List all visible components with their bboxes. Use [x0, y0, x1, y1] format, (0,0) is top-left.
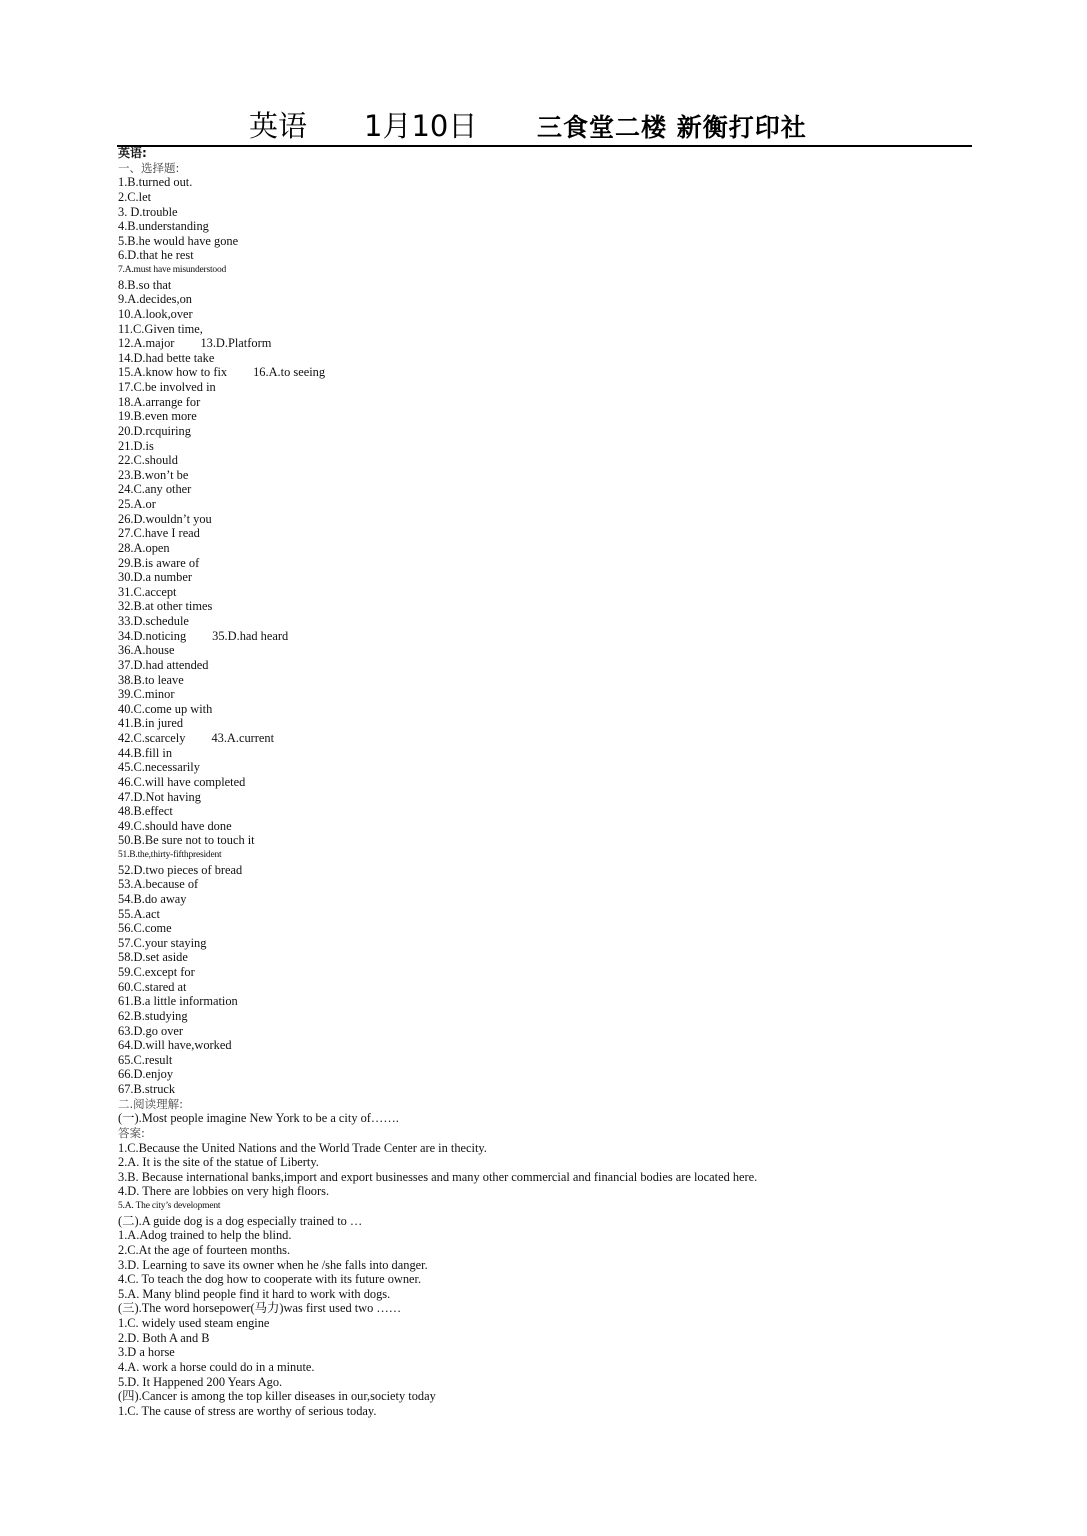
answer-line — [118, 409, 978, 424]
answer-text-second: 35.D.had heard — [212, 628, 289, 643]
answer-text: 40.C.come up with — [118, 701, 213, 716]
answer-line — [118, 234, 978, 249]
answer-line — [118, 599, 978, 614]
answer-text: 一、选择题: — [118, 160, 180, 175]
answer-text: 62.B.studying — [118, 1008, 188, 1023]
answer-text: 3. D.trouble — [118, 204, 178, 219]
answer-text: 52.D.two pieces of bread — [118, 862, 243, 877]
answer-line — [118, 336, 978, 351]
answer-line — [118, 278, 978, 293]
answer-text: 25.A.or — [118, 497, 156, 511]
answer-text: 23.B.won’t be — [118, 467, 189, 482]
answer-line — [118, 365, 978, 380]
answer-text: 51.B.the,thirty-fifthpresident — [118, 850, 222, 860]
answer-text-second: 13.D.Platform — [200, 336, 272, 351]
answer-text: 55.A.act — [118, 906, 160, 921]
answer-text: 4.C. To teach the dog how to cooperate with its future owner. — [118, 1272, 422, 1287]
answer-line — [118, 1345, 978, 1360]
answer-line — [118, 482, 978, 497]
answer-line — [118, 716, 978, 731]
answer-text: 19.B.even more — [118, 409, 197, 424]
answer-line — [118, 219, 978, 234]
answer-line — [118, 614, 978, 629]
answer-line — [118, 921, 978, 936]
answer-text: 32.B.at other times — [118, 599, 213, 614]
answer-text: 21.D.is — [118, 438, 154, 453]
answer-text: (四).Cancer is among the top killer diseases in our,society today — [118, 1389, 436, 1404]
answer-line — [118, 1111, 978, 1126]
answer-line — [118, 1287, 978, 1302]
answer-line — [118, 526, 978, 541]
answer-text: 59.C.except for — [118, 965, 195, 979]
answer-line — [118, 1404, 978, 1419]
answer-text: 34.D.noticing — [118, 628, 187, 643]
answer-text: 26.D.wouldn’t you — [118, 511, 212, 526]
answer-text: 二.阅读理解: — [118, 1096, 184, 1111]
answer-line — [118, 804, 978, 819]
answer-line — [118, 307, 978, 322]
answer-text: 5.A. The city’s development — [118, 1201, 221, 1211]
answer-line — [118, 848, 978, 863]
answer-text: 41.B.in jured — [118, 716, 184, 731]
answer-text: 47.D.Not having — [118, 789, 201, 804]
answer-text: 1.C. The cause of stress are worthy of serious today. — [118, 1403, 377, 1418]
answer-text: 38.B.to leave — [118, 672, 184, 687]
answer-line — [118, 980, 978, 995]
answer-line — [118, 1184, 978, 1199]
answer-line — [118, 1331, 978, 1346]
answer-line — [118, 643, 978, 658]
answer-text: 61.B.a little information — [118, 994, 238, 1009]
answer-line — [118, 819, 978, 834]
answer-line — [118, 687, 978, 702]
answer-text: 5.D. It Happened 200 Years Ago. — [118, 1374, 283, 1389]
answer-text: 53.A.because of — [118, 877, 199, 892]
answer-text: 5.A. Many blind people find it hard to work with dogs. — [118, 1286, 391, 1301]
answer-text: 17.C.be involved in — [118, 380, 216, 394]
answer-text: 2.C.At the age of fourteen months. — [118, 1242, 291, 1257]
answer-text-second: 43.A.current — [211, 731, 275, 745]
answer-text: 4.A. work a horse could do in a minute. — [118, 1359, 315, 1374]
answer-line — [118, 1082, 978, 1097]
answer-text: (一).Most people imagine New York to be a city of……. — [118, 1111, 399, 1126]
answer-line — [118, 863, 978, 878]
answer-text: (二).A guide dog is a dog especially trained to … — [118, 1213, 363, 1228]
answer-line — [118, 629, 978, 644]
answer-text: 2.C.let — [118, 189, 152, 204]
answer-text: 49.C.should have done — [118, 818, 232, 833]
answer-text: 8.B.so that — [118, 277, 172, 292]
answer-line — [118, 190, 978, 205]
answer-text: 45.C.necessarily — [118, 760, 200, 775]
answer-line — [118, 175, 978, 190]
answer-line — [118, 1155, 978, 1170]
answer-line — [118, 205, 978, 220]
answer-line — [118, 1009, 978, 1024]
answer-text: 33.D.schedule — [118, 614, 189, 628]
answer-text: 5.B.he would have gone — [118, 233, 239, 248]
answer-line — [118, 1053, 978, 1068]
answer-line — [118, 994, 978, 1009]
answer-line — [118, 1170, 978, 1185]
answer-text: 37.D.had attended — [118, 657, 209, 672]
answer-text: 29.B.is aware of — [118, 555, 200, 570]
answer-text: 24.C.any other — [118, 482, 192, 497]
answer-text: 44.B.fill in — [118, 745, 173, 760]
answer-text: 64.D.will have,worked — [118, 1038, 232, 1053]
answer-line — [118, 1141, 978, 1156]
answer-line — [118, 1214, 978, 1229]
answer-line — [118, 833, 978, 848]
answer-line — [118, 950, 978, 965]
answer-text: 1.A.Adog trained to help the blind. — [118, 1228, 292, 1243]
answer-line — [118, 1316, 978, 1331]
answer-text: 63.D.go over — [118, 1023, 184, 1038]
answer-text: 2.D. Both A and B — [118, 1330, 210, 1345]
answer-line — [118, 936, 978, 951]
answer-line — [118, 1228, 978, 1243]
answer-line — [118, 775, 978, 790]
answer-text: 7.A.must have misunderstood — [118, 265, 227, 275]
answer-line — [118, 1067, 978, 1082]
answer-line — [118, 351, 978, 366]
answer-text: 66.D.enjoy — [118, 1067, 174, 1082]
answer-text: 答案: — [118, 1125, 145, 1140]
answer-text: 27.C.have I read — [118, 526, 200, 541]
answer-text: 1.B.turned out. — [118, 175, 193, 190]
answer-line — [118, 790, 978, 805]
answer-text: 60.C.stared at — [118, 979, 187, 994]
answer-text: 10.A.look,over — [118, 306, 193, 321]
answer-text: 6.D.that he rest — [118, 248, 194, 263]
header-subject: 英语 — [249, 109, 308, 143]
answer-line — [118, 585, 978, 600]
answer-line — [118, 746, 978, 761]
answer-line — [118, 322, 978, 337]
answer-text: 3.D. Learning to save its owner when he /she falls into danger. — [118, 1257, 428, 1272]
answer-text: 11.C.Given time, — [118, 321, 203, 336]
answer-line — [118, 673, 978, 688]
answer-line — [118, 161, 978, 176]
answer-content — [118, 146, 978, 1418]
answer-text: 36.A.house — [118, 643, 175, 658]
answer-line — [118, 395, 978, 410]
answer-line — [118, 146, 978, 161]
answer-text: 31.C.accept — [118, 584, 177, 599]
answer-line — [118, 1375, 978, 1390]
answer-line — [118, 907, 978, 922]
answer-text: 18.A.arrange for — [118, 394, 201, 409]
answer-line — [118, 512, 978, 527]
answer-text: 67.B.struck — [118, 1082, 176, 1096]
answer-line — [118, 263, 978, 278]
answer-line — [118, 380, 978, 395]
answer-line — [118, 453, 978, 468]
answer-line — [118, 760, 978, 775]
answer-line — [118, 570, 978, 585]
answer-text: 50.B.Be sure not to touch it — [118, 833, 255, 848]
answer-text: 28.A.open — [118, 540, 170, 555]
answer-text: 英语: — [118, 146, 147, 160]
answer-text: 9.A.decides,on — [118, 292, 192, 307]
answer-text: 2.A. It is the site of the statue of Liberty. — [118, 1155, 319, 1170]
answer-line — [118, 1199, 978, 1214]
answer-text: 30.D.a number — [118, 570, 192, 585]
answer-line — [118, 1301, 978, 1316]
answer-line — [118, 1024, 978, 1039]
answer-text: 57.C.your staying — [118, 935, 207, 950]
answer-text: 3.D a horse — [118, 1345, 175, 1360]
answer-text: 42.C.scarcely — [118, 731, 186, 745]
answer-line — [118, 965, 978, 980]
answer-text: 22.C.should — [118, 453, 178, 468]
answer-text: 39.C.minor — [118, 687, 175, 702]
answer-text: 15.A.know how to fix — [118, 365, 228, 380]
answer-line — [118, 1272, 978, 1287]
answer-line — [118, 248, 978, 263]
answer-line — [118, 1258, 978, 1273]
answer-text: 12.A.major — [118, 336, 175, 351]
answer-line — [118, 556, 978, 571]
answer-line — [118, 468, 978, 483]
answer-text: 14.D.had bette take — [118, 350, 215, 365]
answer-line — [118, 292, 978, 307]
answer-line — [118, 1038, 978, 1053]
answer-line — [118, 497, 978, 512]
answer-text: 4.D. There are lobbies on very high floors. — [118, 1184, 330, 1199]
answer-line — [118, 1360, 978, 1375]
answer-line — [118, 1389, 978, 1404]
answer-text: 65.C.result — [118, 1052, 173, 1067]
answer-text: (三).The word horsepower(马力)was first used two …… — [118, 1301, 402, 1316]
answer-text: 3.B. Because international banks,import and export businesses and many other commercial and financial bodies are located here. — [118, 1169, 758, 1184]
answer-line — [118, 1097, 978, 1112]
answer-text-second: 16.A.to seeing — [253, 365, 326, 380]
answer-line — [118, 439, 978, 454]
answer-line — [118, 658, 978, 673]
answer-text: 48.B.effect — [118, 804, 173, 819]
answer-text: 58.D.set aside — [118, 950, 188, 965]
header-place: 三食堂二楼 新衡打印社 — [537, 113, 807, 142]
answer-line — [118, 877, 978, 892]
answer-text: 1.C.Because the United Nations and the World Trade Center are in thecity. — [118, 1140, 487, 1155]
answer-line — [118, 892, 978, 907]
answer-line — [118, 731, 978, 746]
answer-text: 56.C.come — [118, 921, 172, 936]
header-date: 1月10日 — [364, 109, 478, 143]
answer-line — [118, 1243, 978, 1258]
answer-line — [118, 702, 978, 717]
answer-line — [118, 1126, 978, 1141]
answer-line — [118, 541, 978, 556]
answer-line — [118, 424, 978, 439]
page-header — [0, 104, 1087, 144]
answer-text: 4.B.understanding — [118, 219, 209, 234]
answer-text: 46.C.will have completed — [118, 774, 246, 789]
answer-text: 1.C. widely used steam engine — [118, 1316, 270, 1330]
answer-text: 54.B.do away — [118, 891, 187, 906]
answer-text: 20.D.rcquiring — [118, 423, 191, 438]
